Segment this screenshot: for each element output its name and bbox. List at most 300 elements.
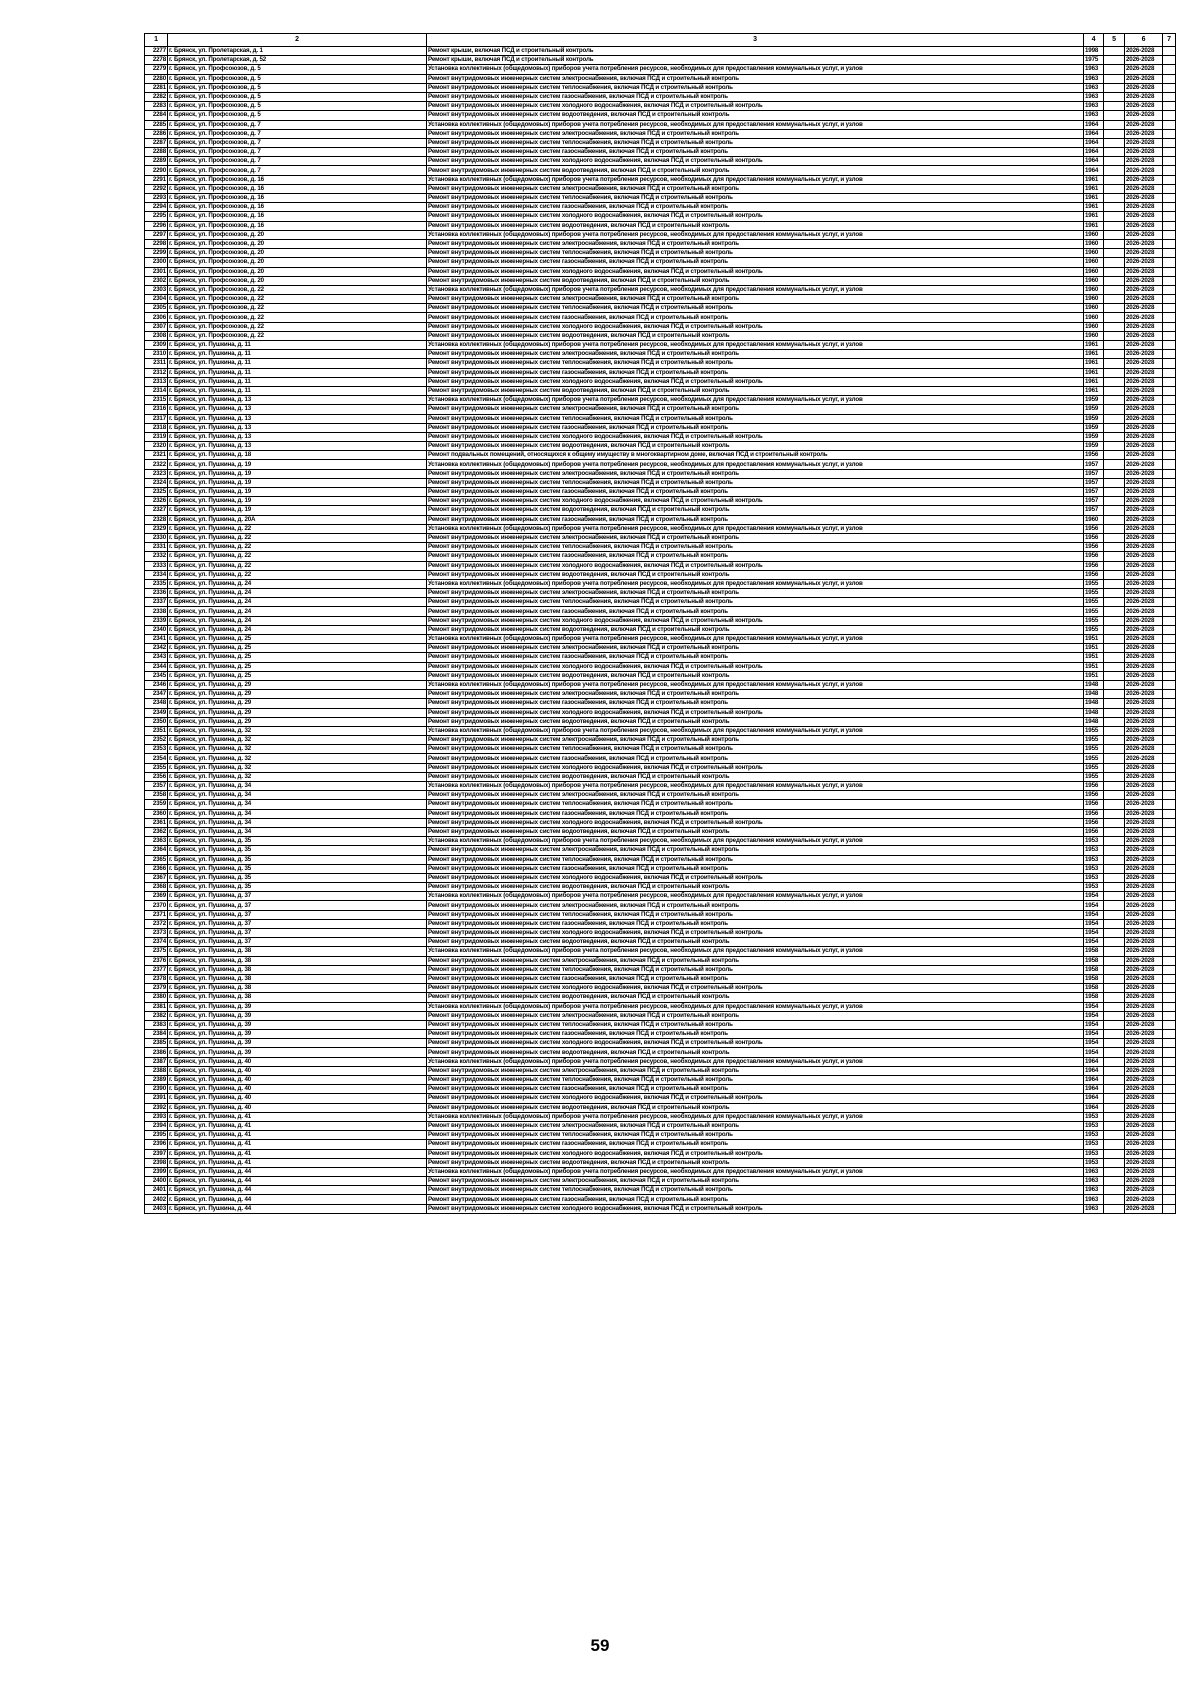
table-row: [145, 285, 1176, 294]
empty-cell: [1163, 1002, 1176, 1011]
work-type-cell: Ремонт внутридомовых инженерных систем холодного водоснабжения, включая ПСД и строительный контроль: [427, 1094, 1084, 1103]
year-cell: 1964: [1084, 157, 1104, 166]
address-cell: г. Брянск, ул. Пушкина, д. 35: [168, 837, 427, 846]
period-cell: 2026-2028: [1125, 919, 1163, 928]
year-cell: 1955: [1084, 579, 1104, 588]
address-cell: г. Брянск, ул. Пушкина, д. 40: [168, 1103, 427, 1112]
year-cell: 1961: [1084, 350, 1104, 359]
year-cell: 1954: [1084, 892, 1104, 901]
year-cell: 1955: [1084, 763, 1104, 772]
table-row: [145, 625, 1176, 634]
year-cell: 1964: [1084, 1076, 1104, 1085]
address-cell: г. Брянск, ул. Пушкина, д. 44: [168, 1195, 427, 1204]
table-row: [145, 497, 1176, 506]
empty-cell: [1104, 1039, 1125, 1048]
address-cell: г. Брянск, ул. Пушкина, д. 29: [168, 708, 427, 717]
period-cell: 2026-2028: [1125, 717, 1163, 726]
work-type-cell: Ремонт внутридомовых инженерных систем теплоснабжения, включая ПСД и строительный контроль: [427, 543, 1084, 552]
row-number: 2352: [145, 736, 168, 745]
year-cell: 1956: [1084, 524, 1104, 533]
table-row: [145, 129, 1176, 138]
row-number: 2341: [145, 635, 168, 644]
row-number: 2300: [145, 258, 168, 267]
period-cell: 2026-2028: [1125, 249, 1163, 258]
period-cell: 2026-2028: [1125, 414, 1163, 423]
empty-cell: [1163, 892, 1176, 901]
year-cell: 1954: [1084, 1011, 1104, 1020]
empty-cell: [1163, 469, 1176, 478]
empty-cell: [1163, 120, 1176, 129]
empty-cell: [1104, 1131, 1125, 1140]
address-cell: г. Брянск, ул. Профсоюзов, д. 7: [168, 148, 427, 157]
row-number: 2379: [145, 984, 168, 993]
table-row: [145, 102, 1176, 111]
table-row: [145, 1195, 1176, 1204]
period-cell: 2026-2028: [1125, 396, 1163, 405]
year-cell: 1964: [1084, 1085, 1104, 1094]
address-cell: г. Брянск, ул. Пушкина, д. 11: [168, 377, 427, 386]
work-type-cell: Установка коллективных (общедомовых) приборов учета потребления ресурсов, необходимых для предоставления коммунальных услуг, и узлов: [427, 460, 1084, 469]
period-cell: 2026-2028: [1125, 148, 1163, 157]
year-cell: 1961: [1084, 184, 1104, 193]
empty-cell: [1163, 855, 1176, 864]
work-type-cell: Установка коллективных (общедомовых) приборов учета потребления ресурсов, необходимых для предоставления коммунальных услуг, и узлов: [427, 782, 1084, 791]
address-cell: г. Брянск, ул. Профсоюзов, д. 5: [168, 65, 427, 74]
year-cell: 1963: [1084, 1204, 1104, 1213]
col-header-2: 2: [168, 34, 427, 47]
empty-cell: [1104, 1057, 1125, 1066]
period-cell: 2026-2028: [1125, 800, 1163, 809]
period-cell: 2026-2028: [1125, 83, 1163, 92]
period-cell: 2026-2028: [1125, 680, 1163, 689]
work-type-cell: Установка коллективных (общедомовых) приборов учета потребления ресурсов, необходимых для предоставления коммунальных услуг, и узлов: [427, 120, 1084, 129]
empty-cell: [1104, 386, 1125, 395]
empty-cell: [1104, 102, 1125, 111]
period-cell: 2026-2028: [1125, 1158, 1163, 1167]
row-number: 2338: [145, 607, 168, 616]
row-number: 2339: [145, 616, 168, 625]
work-type-cell: Установка коллективных (общедомовых) приборов учета потребления ресурсов, необходимых для предоставления коммунальных услуг, и узлов: [427, 396, 1084, 405]
table-row: [145, 1158, 1176, 1167]
address-cell: г. Брянск, ул. Пушкина, д. 34: [168, 800, 427, 809]
year-cell: 1956: [1084, 827, 1104, 836]
table-row: [145, 203, 1176, 212]
empty-cell: [1104, 855, 1125, 864]
table-row: [145, 892, 1176, 901]
table-row: [145, 267, 1176, 276]
empty-cell: [1163, 1048, 1176, 1057]
period-cell: 2026-2028: [1125, 74, 1163, 83]
work-type-cell: Ремонт внутридомовых инженерных систем теплоснабжения, включая ПСД и строительный контроль: [427, 304, 1084, 313]
year-cell: 1961: [1084, 175, 1104, 184]
empty-cell: [1104, 1186, 1125, 1195]
empty-cell: [1104, 699, 1125, 708]
period-cell: 2026-2028: [1125, 120, 1163, 129]
year-cell: 1961: [1084, 212, 1104, 221]
period-cell: 2026-2028: [1125, 993, 1163, 1002]
year-cell: 1953: [1084, 1121, 1104, 1130]
work-type-cell: Ремонт внутридомовых инженерных систем газоснабжения, включая ПСД и строительный контроль: [427, 92, 1084, 101]
row-number: 2317: [145, 414, 168, 423]
row-number: 2335: [145, 579, 168, 588]
work-type-cell: Ремонт внутридомовых инженерных систем газоснабжения, включая ПСД и строительный контроль: [427, 515, 1084, 524]
address-cell: г. Брянск, ул. Пушкина, д. 25: [168, 653, 427, 662]
address-cell: г. Брянск, ул. Пушкина, д. 24: [168, 625, 427, 634]
empty-cell: [1163, 405, 1176, 414]
table-row: [145, 1131, 1176, 1140]
address-cell: г. Брянск, ул. Пушкина, д. 13: [168, 432, 427, 441]
empty-cell: [1163, 1204, 1176, 1213]
year-cell: 1958: [1084, 956, 1104, 965]
empty-cell: [1104, 782, 1125, 791]
row-number: 2375: [145, 947, 168, 956]
empty-cell: [1163, 1030, 1176, 1039]
year-cell: 1955: [1084, 736, 1104, 745]
year-cell: 1948: [1084, 699, 1104, 708]
row-number: 2355: [145, 763, 168, 772]
col-header-3: 3: [427, 34, 1084, 47]
row-number: 2293: [145, 194, 168, 203]
period-cell: 2026-2028: [1125, 910, 1163, 919]
empty-cell: [1163, 690, 1176, 699]
work-type-cell: Ремонт внутридомовых инженерных систем холодного водоснабжения, включая ПСД и строительный контроль: [427, 377, 1084, 386]
year-cell: 1954: [1084, 929, 1104, 938]
table-row: [145, 469, 1176, 478]
address-cell: г. Брянск, ул. Пушкина, д. 29: [168, 680, 427, 689]
year-cell: 1963: [1084, 92, 1104, 101]
work-type-cell: Установка коллективных (общедомовых) приборов учета потребления ресурсов, необходимых для предоставления коммунальных услуг, и узлов: [427, 837, 1084, 846]
period-cell: 2026-2028: [1125, 1011, 1163, 1020]
address-cell: г. Брянск, ул. Пушкина, д. 34: [168, 809, 427, 818]
work-type-cell: Ремонт внутридомовых инженерных систем водоотведения, включая ПСД и строительный контроль: [427, 827, 1084, 836]
repair-schedule-table: [144, 33, 1176, 1214]
empty-cell: [1163, 598, 1176, 607]
empty-cell: [1104, 680, 1125, 689]
empty-cell: [1163, 984, 1176, 993]
row-number: 2285: [145, 120, 168, 129]
address-cell: г. Брянск, ул. Пушкина, д. 32: [168, 726, 427, 735]
col-header-6: 6: [1125, 34, 1163, 47]
empty-cell: [1104, 772, 1125, 781]
table-row: [145, 791, 1176, 800]
empty-cell: [1163, 1076, 1176, 1085]
work-type-cell: Ремонт внутридомовых инженерных систем теплоснабжения, включая ПСД и строительный контроль: [427, 83, 1084, 92]
address-cell: г. Брянск, ул. Профсоюзов, д. 20: [168, 267, 427, 276]
work-type-cell: Установка коллективных (общедомовых) приборов учета потребления ресурсов, необходимых для предоставления коммунальных услуг, и узлов: [427, 175, 1084, 184]
year-cell: 1957: [1084, 478, 1104, 487]
empty-cell: [1163, 239, 1176, 248]
year-cell: 1957: [1084, 497, 1104, 506]
empty-cell: [1104, 460, 1125, 469]
year-cell: 1954: [1084, 1030, 1104, 1039]
table-row: [145, 414, 1176, 423]
table-row: [145, 552, 1176, 561]
work-type-cell: Ремонт внутридомовых инженерных систем теплоснабжения, включая ПСД и строительный контроль: [427, 855, 1084, 864]
work-type-cell: Установка коллективных (общедомовых) приборов учета потребления ресурсов, необходимых для предоставления коммунальных услуг, и узлов: [427, 1112, 1084, 1121]
address-cell: г. Брянск, ул. Пушкина, д. 37: [168, 892, 427, 901]
year-cell: 1954: [1084, 1039, 1104, 1048]
table-row: [145, 386, 1176, 395]
row-number: 2373: [145, 929, 168, 938]
year-cell: 1959: [1084, 405, 1104, 414]
table-row: [145, 1103, 1176, 1112]
table-row: [145, 1112, 1176, 1121]
empty-cell: [1163, 148, 1176, 157]
empty-cell: [1104, 791, 1125, 800]
empty-cell: [1163, 92, 1176, 101]
empty-cell: [1104, 543, 1125, 552]
work-type-cell: Ремонт внутридомовых инженерных систем водоотведения, включая ПСД и строительный контроль: [427, 1103, 1084, 1112]
address-cell: г. Брянск, ул. Пушкина, д. 34: [168, 827, 427, 836]
work-type-cell: Ремонт внутридомовых инженерных систем холодного водоснабжения, включая ПСД и строительный контроль: [427, 616, 1084, 625]
period-cell: 2026-2028: [1125, 423, 1163, 432]
year-cell: 1963: [1084, 83, 1104, 92]
period-cell: 2026-2028: [1125, 635, 1163, 644]
year-cell: 1975: [1084, 56, 1104, 65]
table-row: [145, 1121, 1176, 1130]
table-row: [145, 1186, 1176, 1195]
period-cell: 2026-2028: [1125, 56, 1163, 65]
empty-cell: [1163, 570, 1176, 579]
address-cell: г. Брянск, ул. Профсоюзов, д. 20: [168, 239, 427, 248]
empty-cell: [1104, 1177, 1125, 1186]
row-number: 2351: [145, 726, 168, 735]
empty-cell: [1163, 873, 1176, 882]
table-body: [145, 47, 1176, 1214]
period-cell: 2026-2028: [1125, 138, 1163, 147]
address-cell: г. Брянск, ул. Пушкина, д. 40: [168, 1066, 427, 1075]
table-row: [145, 368, 1176, 377]
empty-cell: [1104, 276, 1125, 285]
empty-cell: [1104, 763, 1125, 772]
empty-cell: [1163, 1057, 1176, 1066]
work-type-cell: Ремонт внутридомовых инженерных систем газоснабжения, включая ПСД и строительный контроль: [427, 974, 1084, 983]
work-type-cell: Ремонт внутридомовых инженерных систем холодного водоснабжения, включая ПСД и строительный контроль: [427, 561, 1084, 570]
work-type-cell: Ремонт внутридомовых инженерных систем водоотведения, включая ПСД и строительный контроль: [427, 166, 1084, 175]
empty-cell: [1104, 405, 1125, 414]
empty-cell: [1163, 533, 1176, 542]
year-cell: 1955: [1084, 726, 1104, 735]
table-row: [145, 175, 1176, 184]
empty-cell: [1104, 561, 1125, 570]
row-number: 2281: [145, 83, 168, 92]
work-type-cell: Установка коллективных (общедомовых) приборов учета потребления ресурсов, необходимых для предоставления коммунальных услуг, и узлов: [427, 230, 1084, 239]
year-cell: 1948: [1084, 690, 1104, 699]
work-type-cell: Ремонт внутридомовых инженерных систем водоотведения, включая ПСД и строительный контроль: [427, 717, 1084, 726]
year-cell: 1956: [1084, 533, 1104, 542]
address-cell: г. Брянск, ул. Пушкина, д. 22: [168, 570, 427, 579]
table-row: [145, 423, 1176, 432]
period-cell: 2026-2028: [1125, 460, 1163, 469]
row-number: 2363: [145, 837, 168, 846]
row-number: 2380: [145, 993, 168, 1002]
row-number: 2354: [145, 754, 168, 763]
address-cell: г. Брянск, ул. Профсоюзов, д. 5: [168, 111, 427, 120]
row-number: 2329: [145, 524, 168, 533]
work-type-cell: Ремонт внутридомовых инженерных систем электроснабжения, включая ПСД и строительный контроль: [427, 1011, 1084, 1020]
empty-cell: [1104, 552, 1125, 561]
empty-cell: [1163, 138, 1176, 147]
empty-cell: [1163, 1149, 1176, 1158]
empty-cell: [1104, 414, 1125, 423]
period-cell: 2026-2028: [1125, 965, 1163, 974]
empty-cell: [1163, 883, 1176, 892]
period-cell: 2026-2028: [1125, 607, 1163, 616]
period-cell: 2026-2028: [1125, 1195, 1163, 1204]
period-cell: 2026-2028: [1125, 644, 1163, 653]
year-cell: 1957: [1084, 469, 1104, 478]
empty-cell: [1163, 322, 1176, 331]
year-cell: 1948: [1084, 708, 1104, 717]
empty-cell: [1163, 1011, 1176, 1020]
empty-cell: [1104, 598, 1125, 607]
work-type-cell: Ремонт внутридомовых инженерных систем газоснабжения, включая ПСД и строительный контроль: [427, 313, 1084, 322]
address-cell: г. Брянск, ул. Пушкина, д. 19: [168, 497, 427, 506]
period-cell: 2026-2028: [1125, 671, 1163, 680]
year-cell: 1955: [1084, 607, 1104, 616]
address-cell: г. Брянск, ул. Профсоюзов, д. 22: [168, 331, 427, 340]
table-row: [145, 782, 1176, 791]
address-cell: г. Брянск, ул. Профсоюзов, д. 5: [168, 83, 427, 92]
address-cell: г. Брянск, ул. Пушкина, д. 35: [168, 855, 427, 864]
row-number: 2350: [145, 717, 168, 726]
empty-cell: [1104, 1195, 1125, 1204]
work-type-cell: Ремонт крыши, включая ПСД и строительный контроль: [427, 56, 1084, 65]
work-type-cell: Ремонт внутридомовых инженерных систем водоотведения, включая ПСД и строительный контроль: [427, 772, 1084, 781]
row-number: 2308: [145, 331, 168, 340]
period-cell: 2026-2028: [1125, 304, 1163, 313]
table-row: [145, 827, 1176, 836]
address-cell: г. Брянск, ул. Профсоюзов, д. 20: [168, 230, 427, 239]
table-row: [145, 1020, 1176, 1029]
period-cell: 2026-2028: [1125, 1048, 1163, 1057]
address-cell: г. Брянск, ул. Профсоюзов, д. 7: [168, 166, 427, 175]
address-cell: г. Брянск, ул. Пушкина, д. 29: [168, 717, 427, 726]
empty-cell: [1163, 726, 1176, 735]
empty-cell: [1163, 1140, 1176, 1149]
row-number: 2287: [145, 138, 168, 147]
row-number: 2394: [145, 1121, 168, 1130]
address-cell: г. Брянск, ул. Пушкина, д. 35: [168, 864, 427, 873]
row-number: 2393: [145, 1112, 168, 1121]
table-row: [145, 644, 1176, 653]
table-row: [145, 111, 1176, 120]
year-cell: 1960: [1084, 267, 1104, 276]
table-row: [145, 322, 1176, 331]
period-cell: 2026-2028: [1125, 1103, 1163, 1112]
empty-cell: [1163, 956, 1176, 965]
empty-cell: [1104, 726, 1125, 735]
empty-cell: [1163, 644, 1176, 653]
year-cell: 1953: [1084, 837, 1104, 846]
work-type-cell: Ремонт внутридомовых инженерных систем электроснабжения, включая ПСД и строительный контроль: [427, 846, 1084, 855]
empty-cell: [1104, 194, 1125, 203]
empty-cell: [1163, 83, 1176, 92]
row-number: 2378: [145, 974, 168, 983]
work-type-cell: Ремонт внутридомовых инженерных систем водоотведения, включая ПСД и строительный контроль: [427, 1048, 1084, 1057]
table-row: [145, 699, 1176, 708]
table-row: [145, 846, 1176, 855]
row-number: 2311: [145, 359, 168, 368]
row-number: 2383: [145, 1020, 168, 1029]
empty-cell: [1163, 1112, 1176, 1121]
period-cell: 2026-2028: [1125, 212, 1163, 221]
empty-cell: [1104, 635, 1125, 644]
empty-cell: [1104, 212, 1125, 221]
table-row: [145, 184, 1176, 193]
empty-cell: [1104, 533, 1125, 542]
row-number: 2387: [145, 1057, 168, 1066]
row-number: 2401: [145, 1186, 168, 1195]
table-row: [145, 304, 1176, 313]
table-row: [145, 570, 1176, 579]
address-cell: г. Брянск, ул. Пушкина, д. 13: [168, 423, 427, 432]
table-row: [145, 230, 1176, 239]
table-row: [145, 1048, 1176, 1057]
table-row: [145, 543, 1176, 552]
period-cell: 2026-2028: [1125, 782, 1163, 791]
empty-cell: [1163, 515, 1176, 524]
empty-cell: [1163, 938, 1176, 947]
year-cell: 1951: [1084, 644, 1104, 653]
table-row: [145, 837, 1176, 846]
work-type-cell: Ремонт внутридомовых инженерных систем электроснабжения, включая ПСД и строительный контроль: [427, 405, 1084, 414]
work-type-cell: Ремонт внутридомовых инженерных систем газоснабжения, включая ПСД и строительный контроль: [427, 1085, 1084, 1094]
empty-cell: [1104, 965, 1125, 974]
row-number: 2327: [145, 506, 168, 515]
row-number: 2342: [145, 644, 168, 653]
address-cell: г. Брянск, ул. Пушкина, д. 11: [168, 368, 427, 377]
work-type-cell: Ремонт внутридомовых инженерных систем холодного водоснабжения, включая ПСД и строительный контроль: [427, 1149, 1084, 1158]
year-cell: 1960: [1084, 249, 1104, 258]
table-row: [145, 1085, 1176, 1094]
row-number: 2283: [145, 102, 168, 111]
table-row: [145, 359, 1176, 368]
empty-cell: [1104, 644, 1125, 653]
empty-cell: [1163, 1103, 1176, 1112]
empty-cell: [1104, 1103, 1125, 1112]
work-type-cell: Ремонт внутридомовых инженерных систем электроснабжения, включая ПСД и строительный контроль: [427, 184, 1084, 193]
empty-cell: [1163, 56, 1176, 65]
work-type-cell: Ремонт внутридомовых инженерных систем газоснабжения, включая ПСД и строительный контроль: [427, 699, 1084, 708]
period-cell: 2026-2028: [1125, 772, 1163, 781]
empty-cell: [1104, 827, 1125, 836]
address-cell: г. Брянск, ул. Пушкина, д. 39: [168, 1048, 427, 1057]
work-type-cell: Ремонт внутридомовых инженерных систем холодного водоснабжения, включая ПСД и строительный контроль: [427, 497, 1084, 506]
work-type-cell: Ремонт внутридомовых инженерных систем водоотведения, включая ПСД и строительный контроль: [427, 993, 1084, 1002]
empty-cell: [1163, 662, 1176, 671]
table-row: [145, 432, 1176, 441]
empty-cell: [1163, 680, 1176, 689]
col-header-4: 4: [1084, 34, 1104, 47]
row-number: 2336: [145, 589, 168, 598]
work-type-cell: Ремонт внутридомовых инженерных систем теплоснабжения, включая ПСД и строительный контроль: [427, 800, 1084, 809]
work-type-cell: Ремонт внутридомовых инженерных систем теплоснабжения, включая ПСД и строительный контроль: [427, 1076, 1084, 1085]
address-cell: г. Брянск, ул. Пушкина, д. 24: [168, 589, 427, 598]
work-type-cell: Ремонт внутридомовых инженерных систем газоснабжения, включая ПСД и строительный контроль: [427, 809, 1084, 818]
year-cell: 1961: [1084, 368, 1104, 377]
table-row: [145, 1011, 1176, 1020]
period-cell: 2026-2028: [1125, 1131, 1163, 1140]
empty-cell: [1163, 341, 1176, 350]
row-number: 2362: [145, 827, 168, 836]
row-number: 2376: [145, 956, 168, 965]
period-cell: 2026-2028: [1125, 708, 1163, 717]
work-type-cell: Ремонт крыши, включая ПСД и строительный контроль: [427, 47, 1084, 56]
row-number: 2368: [145, 883, 168, 892]
empty-cell: [1163, 827, 1176, 836]
year-cell: 1958: [1084, 984, 1104, 993]
